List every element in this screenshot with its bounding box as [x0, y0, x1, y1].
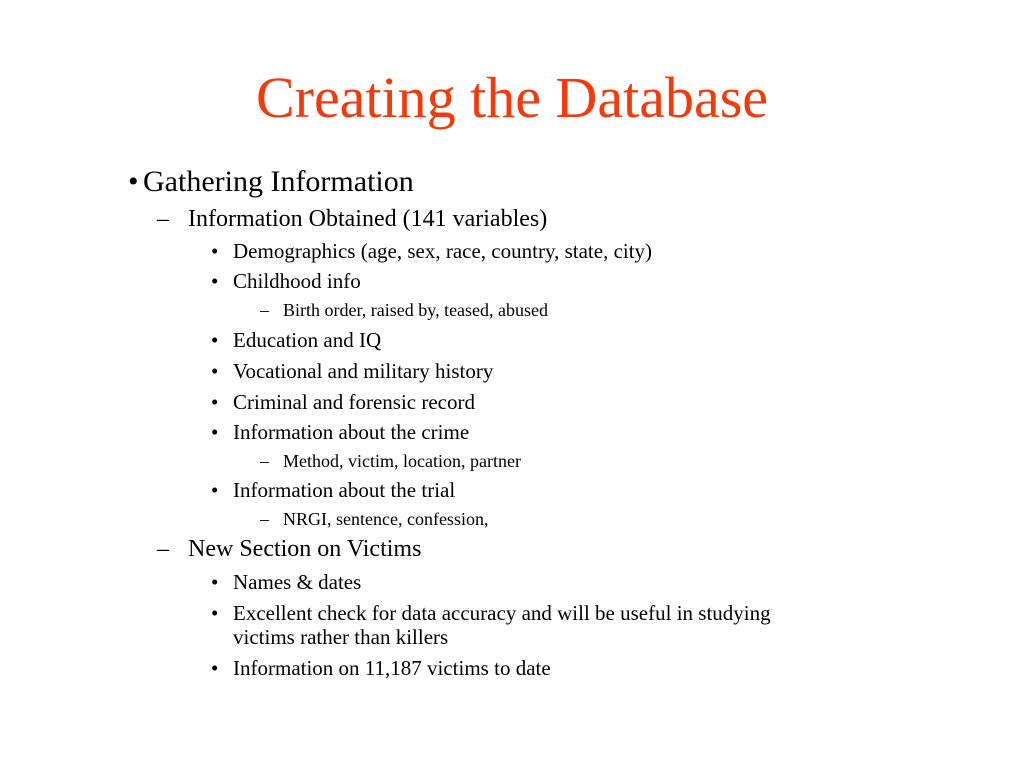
- bullet-marker: •: [211, 601, 219, 625]
- dash-marker: –: [157, 536, 169, 562]
- slide-title: Creating the Database: [255, 65, 769, 130]
- dash-marker: –: [260, 509, 269, 529]
- dash-marker: –: [157, 206, 169, 232]
- bullet-marker: •: [211, 390, 219, 414]
- bullet-text: Names & dates: [233, 570, 362, 594]
- bullet-text: Information about the trial: [233, 478, 456, 502]
- subitem-text: Information Obtained (141 variables): [188, 206, 548, 232]
- bullet-marker: •: [211, 328, 219, 352]
- bullet-marker: •: [211, 656, 219, 680]
- bullet-text: Criminal and forensic record: [233, 390, 475, 414]
- bullet-text: Gathering Information: [143, 165, 414, 198]
- bullet-marker: •: [211, 269, 219, 293]
- bullet-text: Information on 11,187 victims to date: [233, 656, 551, 680]
- bullet-text: Education and IQ: [233, 328, 382, 352]
- dash-marker: –: [260, 451, 269, 471]
- bullet-marker: •: [211, 570, 219, 594]
- bullet-text: Information about the crime: [233, 420, 470, 444]
- subitem-text: Method, victim, location, partner: [283, 451, 521, 471]
- bullet-text: Vocational and military history: [233, 359, 494, 383]
- bullet-text: Demographics (age, sex, race, country, state, city): [233, 239, 653, 263]
- bullet-marker: •: [211, 359, 219, 383]
- bullet-marker: •: [211, 239, 219, 263]
- dash-marker: –: [260, 300, 269, 320]
- bullet-text-line-2: victims rather than killers: [233, 625, 449, 649]
- subitem-text: NRGI, sentence, confession,: [283, 509, 489, 529]
- bullet-marker: •: [211, 478, 219, 502]
- subitem-text: Birth order, raised by, teased, abused: [283, 300, 549, 320]
- bullet-text-line-1: Excellent check for data accuracy and will be useful in studying: [233, 601, 771, 625]
- subitem-text: New Section on Victims: [188, 536, 422, 562]
- bullet-text: Childhood info: [233, 269, 361, 293]
- bullet-marker: •: [128, 165, 139, 198]
- bullet-marker: •: [211, 420, 219, 444]
